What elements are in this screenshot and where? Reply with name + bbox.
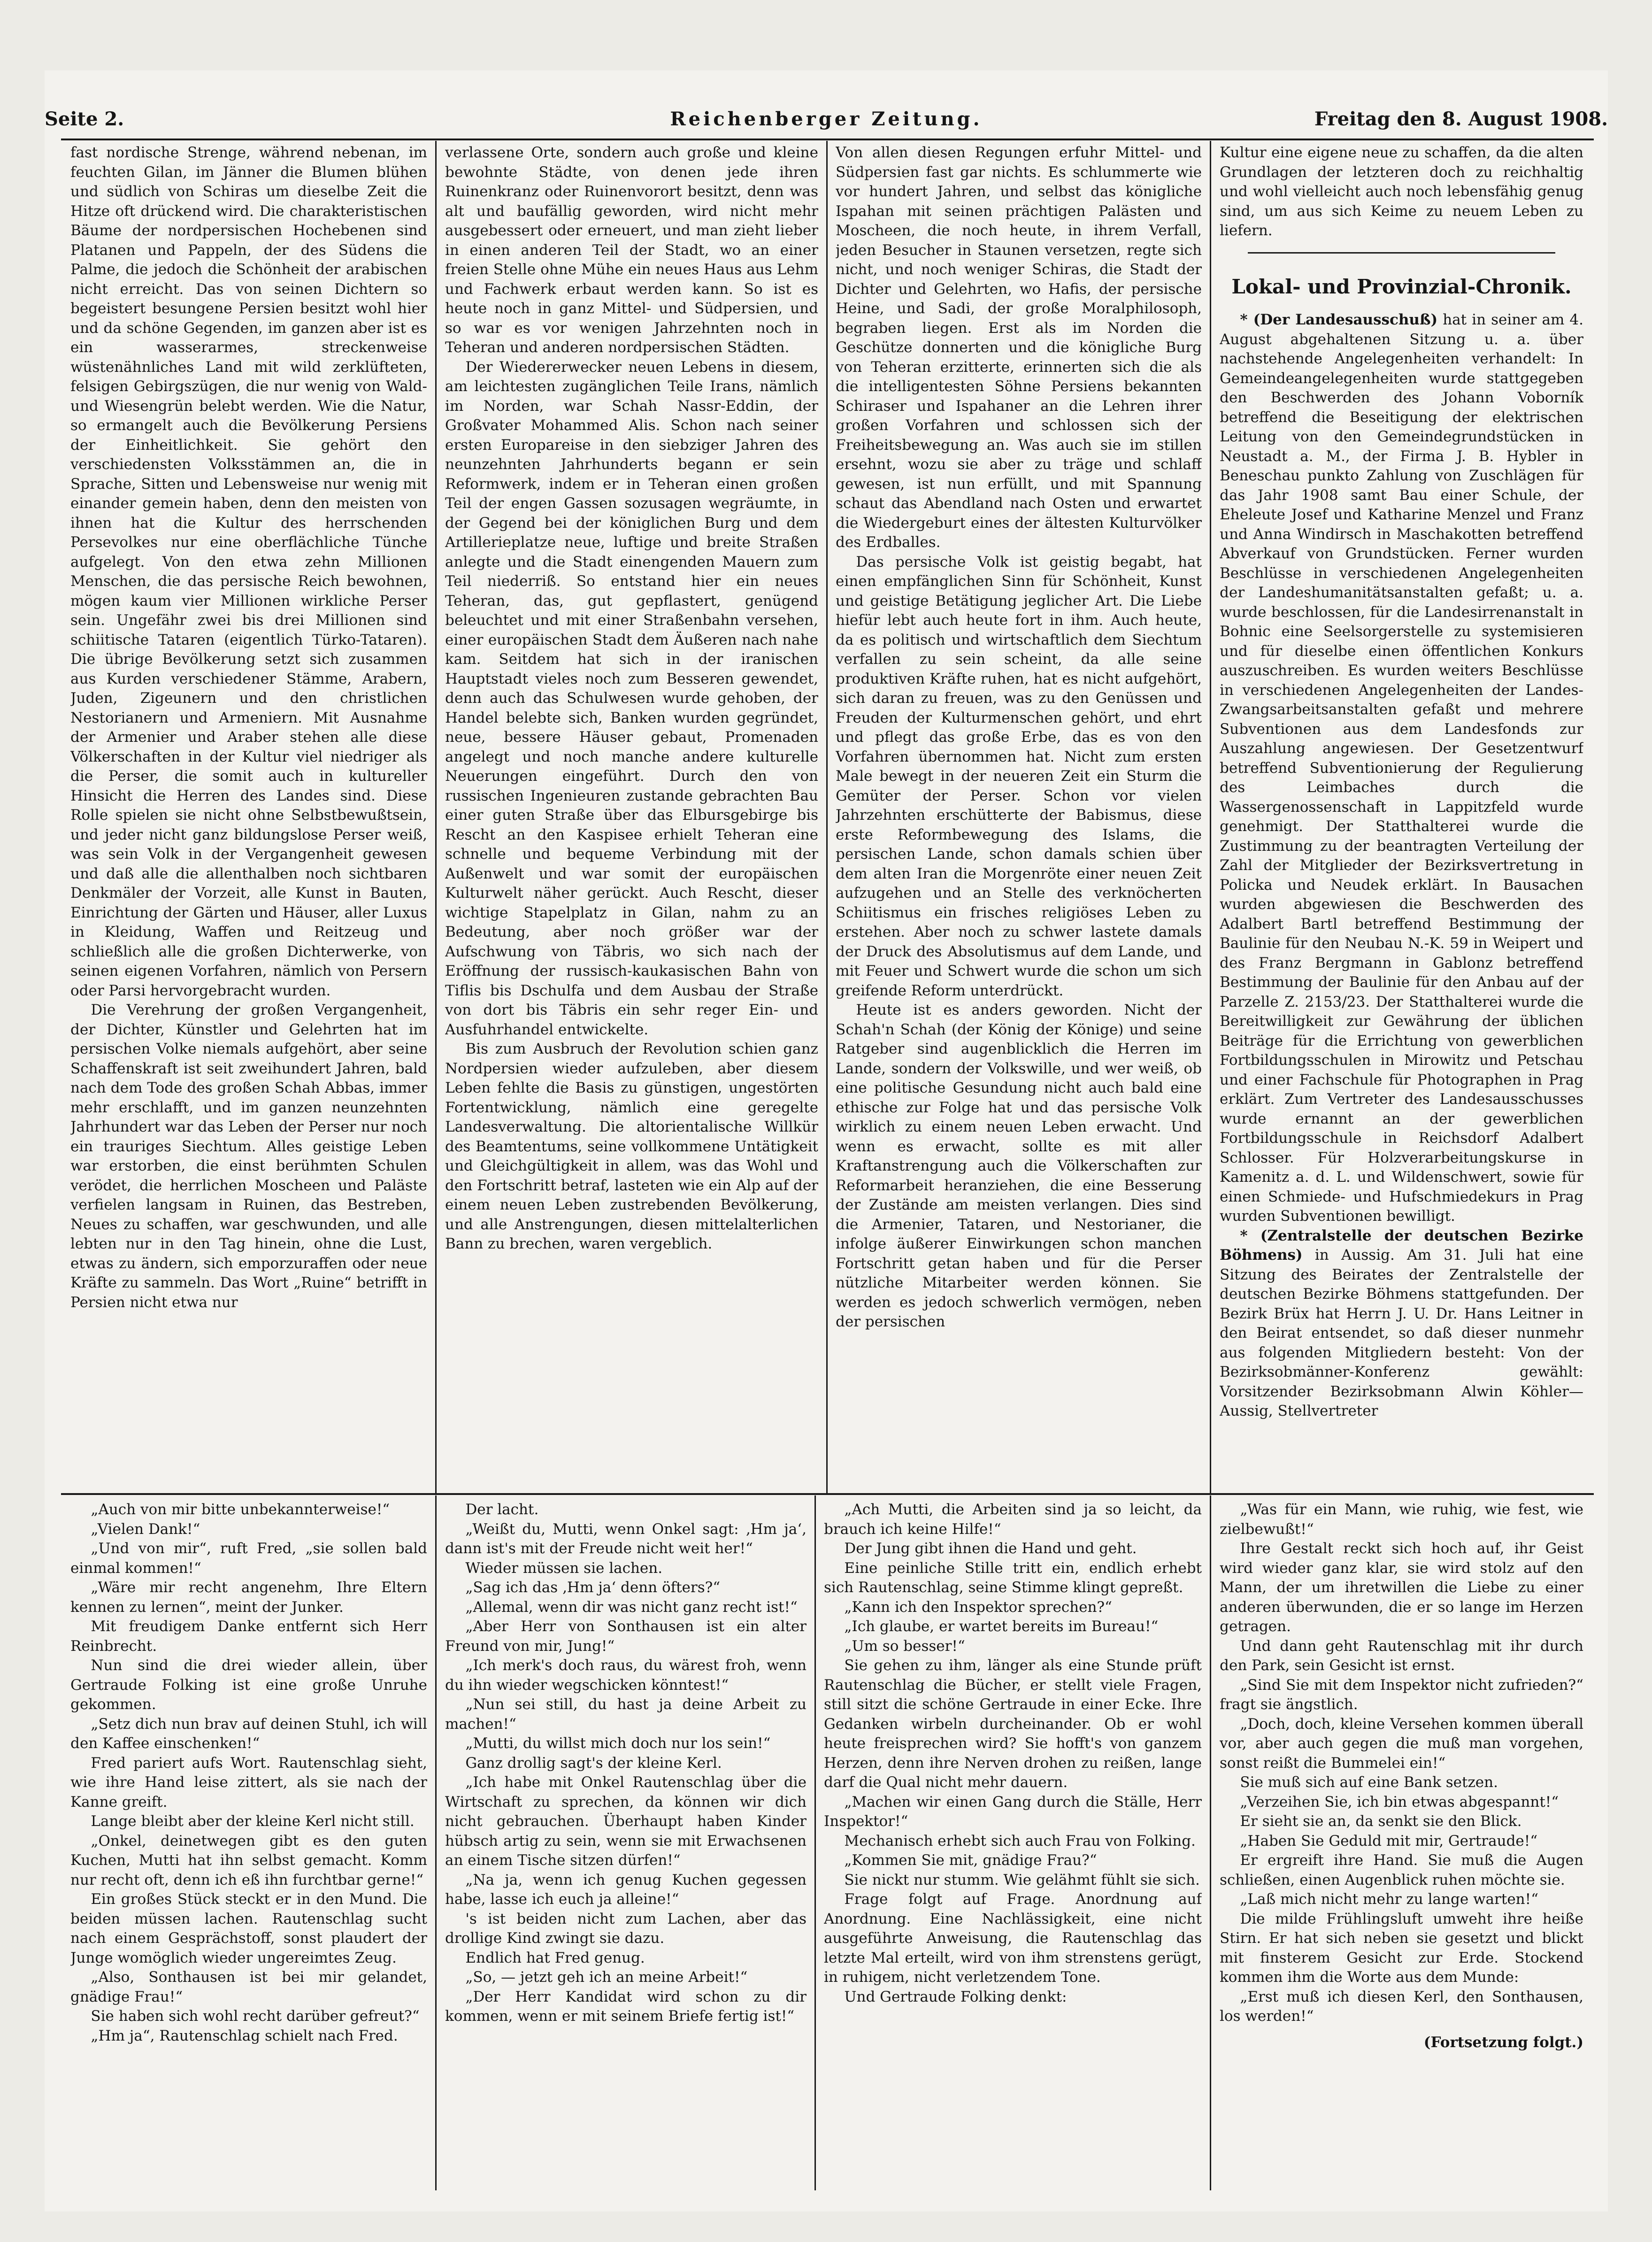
paragraph: „Ich merk's doch raus, du wärest froh, wenn du ihn wieder wegschicken könntest!“	[445, 1657, 807, 1694]
paragraph: „Erst muß ich diesen Kerl, den Sonthausen, los werden!“	[1220, 1988, 1583, 2025]
paragraph: Wieder müssen sie lachen.	[465, 1559, 663, 1577]
paragraph: Nun sind die drei wieder allein, über Gertraude Folking ist eine große Unruhe gekommen.	[70, 1657, 427, 1713]
paragraph: „Wäre mir recht angenehm, Ihre Eltern kennen zu lernen“, meint der Junker.	[70, 1579, 427, 1616]
paragraph: „Weißt du, Mutti, wenn Onkel sagt: ‚Hm ja‘, dann ist's mit der Freude nicht weit her!“	[445, 1520, 807, 1557]
section-rule	[1248, 252, 1555, 254]
paragraph: Mit freudigem Danke entfernt sich Herr Reinbrecht.	[70, 1618, 427, 1655]
issue-date: Freitag den 8. August 1908.	[1314, 108, 1608, 130]
paragraph: „Ich habe mit Onkel Rautenschlag über die Wirtschaft zu sprechen, da können wir dich nicht gebrauchen. Überhaupt haben Kinder hübsch artig zu sein, wenn sie mit Erwachsenen an einem Tische sitzen dürfen!“	[445, 1774, 807, 1869]
paragraph: Eine peinliche Stille tritt ein, endlich erhebt sich Rautenschlag, seine Stimme klingt gepreßt.	[824, 1559, 1202, 1596]
paragraph: Die Verehrung der großen Vergangenheit, der Dichter, Künstler und Gelehrten hat im persischen Volke niemals aufgehört, aber seine Schaffenskraft ist seit zweihundert Jahren, bald nach dem Tode des großen Schah Abbas, immer mehr erschlafft, und im ganzen neunzehnten Jahrhundert war das Leben der Perser nur noch ein trauriges Siechtum. Alles geistige Leben war erstorben, die einst berühmten Schulen verödet, die herrlichen Moscheen und Paläste verfielen langsam in Ruinen, das Bestreben, Neues zu schaffen, war geschwunden, und alle lebten nur in den Tag hinein, ohne die Lust, etwas zu ändern, sich emporzuraffen oder neue Kräfte zu sammeln. Das Wort „Ruine“ betrifft in Persien nicht etwa nur	[70, 1002, 427, 1311]
paragraph: „Laß mich nicht mehr zu lange warten!“	[1240, 1891, 1538, 1908]
paragraph: „Kann ich den Inspektor sprechen?“	[844, 1598, 1112, 1616]
feuilleton-column-4	[1220, 1500, 1583, 2188]
paragraph: Lange bleibt aber der kleine Kerl nicht still.	[91, 1813, 415, 1830]
feuilleton-column-2	[445, 1500, 807, 2188]
paragraph: „Verzeihen Sie, ich bin etwas abgespannt!“	[1240, 1793, 1559, 1811]
paragraph: Er sieht sie an, da senkt sie den Blick.	[1240, 1813, 1522, 1830]
column-divider	[826, 141, 828, 1493]
paragraph: Mechanisch erhebt sich auch Frau von Folking.	[844, 1832, 1196, 1849]
paragraph: „Auch von mir bitte unbekannterweise!“	[91, 1501, 390, 1518]
paragraph: „Haben Sie Geduld mit mir, Gertraude!“	[1240, 1832, 1538, 1849]
paragraph: Und Gertraude Folking denkt:	[844, 1988, 1067, 2005]
news-item-title: * (Der Landesausschuß)	[1240, 311, 1438, 328]
paragraph: „Kommen Sie mit, gnädige Frau?“	[844, 1852, 1097, 1869]
news-item-text: in Aussig. Am 31. Juli hat eine Sitzung des Beirates der Zentralstelle der deutschen Bezirke Böhmens stattgefunden. Der Bezirk Brüx hat Herrn J. U. Dr. Hans Leitner in den Beirat entsendet, so daß dieser nunmehr aus folgenden Mitgliedern besteht: Von der Bezirksobmänner-Konferenz gewählt: Vorsitzender Bezirksobmann Alwin Köhler—Aussig, Stellvertreter	[1220, 1247, 1583, 1419]
paragraph: „Vielen Dank!“	[91, 1520, 200, 1538]
paragraph: „Sind Sie mit dem Inspektor nicht zufrieden?“ fragt sie ängstlich.	[1220, 1676, 1583, 1713]
paragraph: Das persische Volk ist geistig begabt, hat einen empfänglichen Sinn für Schönheit, Kunst und geistige Betätigung jeglicher Art. Die Liebe hiefür lebt auch heute fort in ihm. Auch heute, da es politisch und wirtschaftlich dem Siechtum verfallen zu sein scheint, da alle seine produktiven Kräfte ruhen, hat es nicht aufgehört, sich daran zu freuen, was zu den Genüssen und Freuden der Kulturmenschen gehört, und ehrt und pflegt das große Erbe, das es von den Vorfahren übernommen hat. Nicht zum ersten Male bewegt in der neueren Zeit ein Sturm die Gemüter der Perser. Schon vor vielen Jahrzehnten erschütterte der Babismus, diese erste Reformbewegung des Islams, die persischen Lande, schon damals schien über dem alten Iran die Morgenröte einer neuen Zeit aufzugehen und an Stelle des verknöcherten Schiitismus ein frisches religiöses Leben zu erstehen. Aber noch zu schwer lastete damals der Druck des Absolutismus auf dem Lande, und mit Feuer und Schwert wurde die schon um sich greifende Reform unterdrückt.	[836, 553, 1202, 999]
paragraph: Sie gehen zu ihm, länger als eine Stunde prüft Rautenschlag die Bücher, er stellt viele Fragen, still sitzt die schöne Gertraude in einer Ecke. Ihre Gedanken wirbeln durcheinander. Ob er wohl heute freisprechen wird? Sie hofft's von ganzem Herzen, denn ihre Nerven drohen zu reißen, lange darf die Qual nicht mehr dauern.	[824, 1657, 1202, 1791]
paragraph: „Hm ja“, Rautenschlag schielt nach Fred.	[91, 2027, 398, 2044]
paragraph: „Setz dich nun brav auf deinen Stuhl, ich will den Kaffee einschenken!“	[70, 1715, 427, 1752]
paragraph: Und dann geht Rautenschlag mit ihr durch den Park, sein Gesicht ist ernst.	[1220, 1637, 1583, 1674]
paragraph: Endlich hat Fred genug.	[465, 1949, 645, 1966]
column-divider	[435, 1495, 437, 2190]
paragraph: „Onkel, deinetwegen gibt es den guten Kuchen, Mutti hat ihn selbst gemacht. Komm nur recht oft, denn ich eß ihn furchtbar gerne!“	[70, 1832, 427, 1888]
feuilleton-column-1	[70, 1500, 427, 2188]
paragraph: Ein großes Stück steckt er in den Mund. Die beiden müssen lachen. Rautenschlag sucht nach einem Gesprächstoff, sonst plaudert der Junge womöglich wieder ungereimtes Zeug.	[70, 1891, 427, 1966]
paragraph: Ihre Gestalt reckt sich hoch auf, ihr Geist wird wieder ganz klar, sie wird stolz auf den Mann, der um ihretwillen die Liebe zu einer anderen überwunden, die er so lange im Herzen getragen.	[1220, 1540, 1583, 1635]
paragraph: „Aber Herr von Sonthausen ist ein alter Freund von mir, Jung!“	[445, 1618, 807, 1655]
paragraph: Kultur eine eigene neue zu schaffen, da die alten Grundlagen der letzteren doch zu reichhaltig und wohl vielleicht auch noch lebensfähig genug sind, um aus sich Keime zu neuem Leben zu liefern.	[1220, 144, 1583, 239]
news-item-text: hat in seiner am 4. August abgehaltenen Sitzung u. a. über nachstehende Angelegenheiten verhandelt: In Gemeindeangelegenheiten wurde stattgegeben den Beschwerden des Johann Voborník betreffend die Beseitigung der elektrischen Leitung von den Gemeindegrundstücken in Neustadt a. M., der Firma J. B. Hybler in Beneschau punkto Zahlung von Zuschlägen für das Jahr 1908 samt Bau einer Schule, der Eheleute Josef und Katharine Menzel und Franz und Anna Windirsch in Maschakotten betreffend Abverkauf von Grundstücken. Ferner wurden Beschlüsse in verschiedenen Angelegenheiten der Landeshumanitätsanstalten gefaßt; u. a. wurde beschlossen, für die Landesirrenanstalt in Bohnic eine Seelsorgerstelle zu systemisieren und für dieselbe einen öffentlichen Konkurs auszuschreiben. Es wurden weiters Beschlüsse in verschiedenen Angelegenheiten der Landes-Zwangsarbeitsanstalten gefaßt und mehrere Subventionen aus dem Landesfonds zur Auszahlung angewiesen. Der Gesetzentwurf betreffend Subventionierung der Regulierung des Leimbaches durch die Wassergenossenschaft in Lappitzfeld wurde genehmigt. Der Statthalterei wurde die Zustimmung zu der beantragten Verteilung der Zahl der Mitglieder der Bezirksvertretung in Policka und Neudek erklärt. In Bausachen wurden abgewiesen die Beschwerden des Adalbert Bartl betreffend Bestimmung der Baulinie für den Neubau N.-K. 59 in Weipert und des Franz Bergmann in Gablonz betreffend Bestimmung der Baulinie für den Anbau auf der Parzelle Z. 2153/23. Der Statthalterei wurde die Bereitwilligkeit zur Gewährung der üblichen Beiträge für die Errichtung von gewerblichen Fortbildungsschulen in Mirowitz und Petschau und einer Fachschule für Photographen in Prag erklärt. Zum Vertreter des Landesausschusses wurde ernannt an der gewerblichen Fortbildungsschule in Reichsdorf Adalbert Schlosser. Für Holzverarbeitungskurse in Kamenitz a. d. L. und Wildenschwert, sowie für einen Schmiede- und Hufschmiedekurs in Prag wurden Subventionen bewilligt.	[1220, 311, 1583, 1225]
feuilleton-column-3	[824, 1500, 1202, 2188]
paragraph: Sie haben sich wohl recht darüber gefreut?“	[91, 2008, 420, 2025]
paragraph: „Na ja, wenn ich genug Kuchen gegessen habe, lasse ich euch ja alleine!“	[445, 1871, 807, 1908]
paragraph: Heute ist es anders geworden. Nicht der Schah'n Schah (der König der Könige) und seine Ratgeber sind augenblicklich die Herren im Lande, sondern der Volkswille, und wer weiß, ob eine politische Gesundung nicht auch bald eine ethische zur Folge hat und das persische Volk wirklich zu einem neuen Leben erwacht. Und wenn es erwacht, sollte es mit aller Kraftanstrengung auch die Völkerschaften zur Reformarbeit heranziehen, die eine Besserung der Zustände am meisten verlangen. Dies sind die Armenier, Tataren, und Nestorianer, die infolge äußerer Einwirkungen schon manchen Fortschritt getan haben und für die Perser nützliche Mitarbeiter werden können. Sie werden es jedoch schwerlich vermögen, neben der persischen	[836, 1002, 1202, 1330]
article-column-2	[445, 143, 818, 1491]
paragraph: Bis zum Ausbruch der Revolution schien ganz Nordpersien wieder aufzuleben, aber diesem Leben fehlte die Basis zu günstigen, ungestörten Fortentwicklung, nämlich eine geregelte Landesverwaltung. Die altorientalische Willkür des Beamtentums, seine vollkommene Untätigkeit und Gleichgültigkeit in allem, was das Wohl und den Fortschritt betraf, lasteten wie ein Alp auf der einem neuen Leben zustrebenden Bevölkerung, und alle Anstrengungen, diesen mittelalterlichen Bann zu brechen, waren vergeblich.	[445, 1040, 818, 1252]
header-rule	[61, 139, 1594, 140]
paragraph: Sie muß sich auf eine Bank setzen.	[1240, 1774, 1498, 1791]
column-divider	[435, 141, 437, 1493]
paragraph: Die milde Frühlingsluft umweht ihre heiße Stirn. Er hat sich neben sie gesetzt und blickt mit finsterem Gesicht zur Erde. Stockend kommen ihm die Worte aus dem Munde:	[1220, 1910, 1583, 1986]
paragraph: Er ergreift ihre Hand. Sie muß die Augen schließen, einen Augenblick ruhen möchte sie.	[1220, 1852, 1583, 1888]
paragraph: „Mutti, du willst mich doch nur los sein!“	[465, 1735, 771, 1752]
paragraph: „So, — jetzt geh ich an meine Arbeit!“	[465, 1969, 748, 1986]
masthead: Reichenberger Zeitung.	[670, 108, 983, 130]
paragraph: „Sag ich das ‚Hm ja‘ denn öfters?“	[465, 1579, 721, 1596]
paragraph: Der Wiedererwecker neuen Lebens in diesem, am leichtesten zugänglichen Teile Irans, nämlich im Norden, war Schah Nassr-Eddin, der Großvater Mohammed Alis. Schon nach seiner ersten Europareise in den siebziger Jahren des neunzehnten Jahrhunderts begann er sein Reformwerk, indem er in Teheran einen großen Teil der engen Gassen sozusagen wegräumte, in der Gegend bei der königlichen Burg und dem Artillerieplatze neue, luftige und breite Straßen anlegte und die Stadt einengenden Mauern zum Teil niederriß. So entstand hier ein neues Teheran, das, gut gepflastert, genügend beleuchtet und mit einer Straßenbahn versehen, einer europäischen Stadt dem Äußeren nach nahe kam. Seitdem hat sich in der iranischen Hauptstadt vieles noch zum Besseren gewendet, denn auch das Schulwesen wurde gehoben, der Handel belebte sich, Banken wurden gegründet, neue, bessere Häuser gebaut, Promenaden angelegt und noch manche andere kulturelle Neuerungen eingeführt. Durch den von russischen Ingenieuren zustande gebrachten Bau einer guten Straße über das Elbursgebirge bis Rescht an den Kaspisee erhielt Teheran eine schnelle und bequeme Verbindung mit der Außenwelt und war somit der europäischen Kulturwelt näher gerückt. Auch Rescht, dieser wichtige Stapelplatz in Gilan, nahm zu an Bedeutung, aber noch größer war der Aufschwung von Täbris, wo sich nach der Eröffnung der russisch-kaukasischen Bahn von Tiflis bis Dschulfa und dem Ausbau der Straße von dort bis Täbris ein sehr reger Ein- und Ausfuhrhandel entwickelte.	[445, 358, 818, 1038]
page-number: Seite 2.	[45, 108, 124, 130]
paragraph: Von allen diesen Regungen erfuhr Mittel- und Südpersien fast gar nichts. Es schlummerte wie vor hundert Jahren, und selbst das königliche Ispahan mit seinen prächtigen Palästen und Moscheen, die noch heute, in ihrem Verfall, jeden Besucher in Staunen versetzen, regte sich nicht, und noch weniger Schiras, die Stadt der Dichter und Gelehrten, wo Hafis, der persische Heine, und Sadi, der große Moralphilosoph, begraben liegen. Erst als im Norden die Geschütze donnerten und die königliche Burg von Teheran erzitterte, erinnerten sich die als die intelligentesten Söhne Persiens bekannten Schiraser und Ispahaner an die Lehren ihrer großen Vorfahren und schlossen sich der Freiheitsbewegung an. Was auch sie im stillen ersehnt, wozu sie aber zu träge und schlaff gewesen, ist nun erfüllt, und mit Spannung schaut das Abendland nach Osten und erwartet die Wiedergeburt eines der ältesten Kulturvölker des Erdballes.	[836, 144, 1202, 551]
paragraph: „Um so besser!“	[844, 1637, 965, 1655]
paragraph: „Also, Sonthausen ist bei mir gelandet, gnädige Frau!“	[70, 1969, 427, 2005]
paragraph: „Allemal, wenn dir was nicht ganz recht ist!“	[465, 1598, 798, 1616]
news-item	[1220, 310, 1583, 1226]
paragraph: Der lacht.	[465, 1501, 539, 1518]
paragraph: Frage folgt auf Frage. Anordnung auf Anordnung. Eine Nachlässigkeit, eine nicht ausgeführte Anweisung, die Rautenschlag das letzte Mal erteilt, wird von ihm strenstens gerügt, in ruhigem, nicht verletzendem Tone.	[824, 1891, 1202, 1986]
article-column-1	[70, 143, 427, 1491]
running-head	[45, 99, 1608, 141]
column-divider	[1210, 141, 1211, 1493]
paragraph: „Der Herr Kandidat wird schon zu dir kommen, wenn er mit seinem Briefe fertig ist!“	[445, 1988, 807, 2025]
column-divider	[1210, 1495, 1211, 2190]
paragraph: „Machen wir einen Gang durch die Ställe, Herr Inspektor!“	[824, 1793, 1202, 1830]
paragraph: „Ach Mutti, die Arbeiten sind ja so leicht, da brauch ich keine Hilfe!“	[824, 1501, 1202, 1538]
paragraph: „Und von mir“, ruft Fred, „sie sollen bald einmal kommen!“	[70, 1540, 427, 1577]
column-divider	[814, 1495, 816, 2190]
paragraph: „Was für ein Mann, wie ruhig, wie fest, wie zielbewußt!“	[1220, 1501, 1583, 1538]
article-column-4	[1220, 143, 1583, 1491]
paragraph: Ganz drollig sagt's der kleine Kerl.	[465, 1754, 722, 1772]
paragraph: Fred pariert aufs Wort. Rautenschlag sieht, wie ihre Hand leise zittert, als sie nach der Kanne greift.	[70, 1754, 427, 1811]
paragraph: Sie nickt nur stumm. Wie gelähmt fühlt sie sich.	[844, 1871, 1200, 1888]
section-heading: Lokal- und Provinzial-Chronik.	[1231, 275, 1572, 298]
paragraph: verlassene Orte, sondern auch große und kleine bewohnte Städte, von denen jede ihren Ruinenkranz oder Ruinenvorort besitzt, denn was alt und baufällig geworden, wird nicht mehr ausgebessert oder erneuert, und man zieht lieber in einen anderen Teil der Stadt, wo an einer freien Stelle ohne Mühe ein neues Haus aus Lehm und Fachwerk erbaut werden kann. So ist es heute noch in ganz Mittel- und Südpersien, und so war es vor wenigen Jahrzehnten noch in Teheran und anderen nordpersischen Städten.	[445, 144, 818, 356]
news-item-title: * (Zentralstelle der deutschen Bezirke Böhmens)	[1220, 1227, 1583, 1264]
paragraph: Der Jung gibt ihnen die Hand und geht.	[844, 1540, 1137, 1557]
paragraph: „Doch, doch, kleine Versehen kommen überall vor, aber auch gegen die muß man vorgehen, sonst reißt die Bummelei ein!“	[1220, 1715, 1583, 1772]
news-item	[1220, 1226, 1583, 1421]
paragraph: „Ich glaube, er wartet bereits im Bureau!“	[844, 1618, 1159, 1635]
paragraph: 's ist beiden nicht zum Lachen, aber das drollige Kind zwingt sie dazu.	[445, 1910, 807, 1947]
paragraph: „Nun sei still, du hast ja deine Arbeit zu machen!“	[445, 1696, 807, 1733]
article-column-3	[836, 143, 1202, 1491]
continued-note: (Fortsetzung folgt.)	[1423, 2034, 1583, 2051]
paragraph: fast nordische Strenge, während nebenan, im feuchten Gilan, im Jänner die Blumen blühen und südlich von Schiras um dieselbe Zeit die Hitze oft drückend wird. Die charakteristischen Bäume der nordpersischen Hochebenen sind Platanen und Pappeln, der des Südens die Palme, die jedoch die Schönheit der arabischen nicht erreicht. Das von seinen Dichtern so begeistert besungene Persien besitzt wohl hier und da schöne Gegenden, im ganzen aber ist es ein wasserarmes, streckenweise wüstenähnliches Land mit wild zerklüfteten, felsigen Gebirgszügen, die nur wenig von Wald- und Wiesengrün belebt werden. Wie die Natur, so ermangelt auch die Bevölkerung Persiens der Einheitlichkeit. Sie gehört den verschiedensten Volksstämmen an, die in Sprache, Sitten und Lebensweise nur wenig mit einander gemein haben, denn den meisten von ihnen hat die Kultur des herrschenden Persevolkes nur eine oberflächliche Tünche aufgelegt. Von den etwa zehn Millionen Menschen, die das persische Reich bewohnen, mögen kaum vier Millionen wirkliche Perser sein. Ungefähr zwei bis drei Millionen sind schiitische Tataren (eigentlich Türko-Tataren). Die übrige Bevölkerung setzt sich zusammen aus Kurden verschiedener Stämme, Arabern, Juden, Zigeunern und den christlichen Nestorianern und Armeniern. Mit Ausnahme der Armenier und Araber stehen alle diese Völkerschaften in der Kultur viel niedriger als die Perser, die somit auch in kultureller Hinsicht die Herren des Landes sind. Diese Rolle spielen sie nicht ohne Selbstbewußtsein, und jeder nicht ganz bildungslose Perser weiß, was sein Volk in der Vergangenheit gewesen und daß alle die allenthalben noch sichtbaren Denkmäler der Vorzeit, alle Kunst in Bauten, Einrichtung der Gärten und Häuser, aller Luxus in Kleidung, Waffen und Reitzeug und schließlich alle die großen Dichterwerke, von seinen eigenen Vorfahren, nämlich von Persern oder Parsi hervorgebracht wurden.	[70, 144, 427, 999]
section-rule	[61, 1493, 1594, 1495]
